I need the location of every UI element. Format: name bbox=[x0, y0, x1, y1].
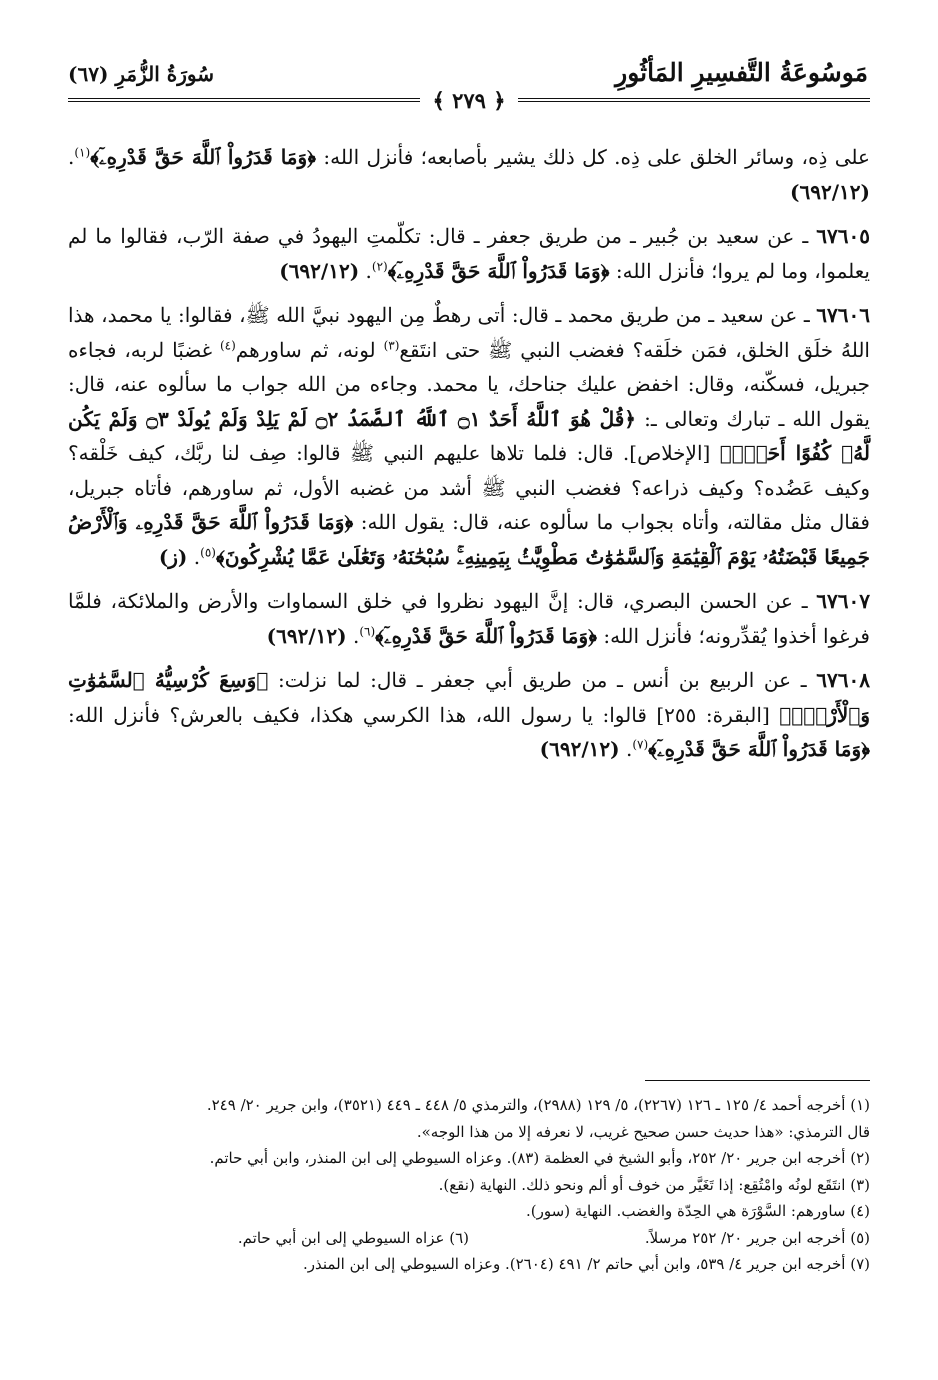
narration-67608 bbox=[68, 663, 870, 767]
quran-verse: ﴿وَسِعَ كُرْسِيُّهُ ٱلسَّمَٰوَٰتِ وَٱلْأَرْضَۖ﴾ bbox=[68, 668, 870, 727]
footnote-6: (٦) عزاه السيوطي إلى ابن أبي حاتم. bbox=[237, 1228, 469, 1247]
narration-67605 bbox=[68, 219, 870, 288]
quran-verse: ﴿وَمَا قَدَرُواْ ٱللَّهَ حَقَّ قَدْرِهِۦٓ﴾ bbox=[648, 737, 870, 761]
narration-number: ٦٧٦٠٥ bbox=[816, 224, 870, 248]
narration-number: ٦٧٦٠٨ bbox=[816, 668, 870, 692]
text: . bbox=[68, 145, 75, 169]
text: غضبًا لربه، فجاءه جبريل، فسكّنه، وقال: اخفض عليك جناحك، يا محمد. وجاءه من الله جواب ما سألوه عنه، قال: يقول الله ـ تبارك وتعالى ـ: bbox=[68, 337, 871, 431]
text: ـ عن سعيد بن جُبير ـ من طريق جعفر ـ قال: تكلّمتِ اليهودُ في صفة الرّب، فقالوا ما لم يعلموا، وما لم يروا؛ فأنزل الله: bbox=[68, 224, 870, 283]
text: . bbox=[359, 258, 372, 283]
footnote-row-5-6 bbox=[68, 1225, 870, 1252]
text: ـ عن الحسن البصري، قال: إنَّ اليهود نظروا في خلق السماوات والأرض والملائكة، فلمَّا فرغوا أخذوا يُقدِّرونه؛ فأنزل الله: bbox=[68, 589, 870, 648]
footnote-marker: (٧) bbox=[632, 737, 649, 752]
narration-number: ٦٧٦٠٦ bbox=[816, 303, 870, 327]
main-text bbox=[68, 140, 870, 777]
volume-page-ref: (٦٩٢/١٢) bbox=[539, 737, 620, 761]
page-number: ﴿ ٢٧٩ ﴾ bbox=[420, 88, 518, 114]
running-head-book-title: مَوسُوعَةُ التَّفسِيرِ المَأثُورِ bbox=[615, 58, 868, 87]
paragraph-continuation bbox=[68, 140, 870, 209]
narration-number: ٦٧٦٠٧ bbox=[816, 589, 870, 613]
quran-verse: ﴿وَمَا قَدَرُواْ ٱللَّهَ حَقَّ قَدْرِهِۦٓ﴾ bbox=[90, 145, 317, 169]
footnote-2: (٢) أخرجه ابن جرير ٢٠/ ٢٥٢، وأبو الشيخ في العظمة (٨٣). وعزاه السيوطي إلى ابن المنذر، وابن أبي حاتم. bbox=[209, 1149, 870, 1167]
footnote-marker: (٦) bbox=[359, 623, 376, 638]
text: . bbox=[346, 623, 360, 648]
text: ـ عن الربيع بن أنس ـ من طريق أبي جعفر ـ قال: لما نزلت: bbox=[268, 668, 817, 692]
volume-page-ref: (ز) bbox=[158, 544, 188, 569]
footnote-marker: (١) bbox=[74, 145, 91, 160]
footnote-marker: (٣) bbox=[383, 337, 400, 352]
running-head-surah: سُورَةُ الزُّمَرِ (٦٧) bbox=[68, 62, 215, 86]
text: ـ عن سعيد ـ من طريق محمد ـ قال: أتى رهطٌ مِن اليهود نبيَّ الله ﷺ، فقالوا: يا محمد، هذا اللهُ خلَق الخلق، فمَن خلَقه؟ فغضب النبي ﷺ حتى انتَقع bbox=[68, 303, 870, 362]
volume-page-ref: (٦٩٢/١٢) bbox=[279, 258, 360, 283]
footnotes bbox=[68, 1092, 870, 1278]
text: . bbox=[619, 737, 633, 761]
narration-67607 bbox=[68, 584, 870, 653]
text: [البقرة: ٢٥٥] قالوا: يا رسول الله، هذا الكرسي هكذا، فكيف بالعرش؟ فأنزل الله: bbox=[68, 702, 780, 727]
narration-67606 bbox=[68, 298, 870, 574]
footnote-1-note: قال الترمذي: «هذا حديث حسن صحيح غريب، لا نعرفه إلا من هذا الوجه». bbox=[416, 1122, 870, 1141]
volume-page-ref: (٦٩٢/١٢) bbox=[790, 179, 870, 204]
quran-verse: ﴿وَمَا قَدَرُواْ ٱللَّهَ حَقَّ قَدْرِهِۦ وَٱلْأَرْضُ جَمِيعًا قَبْضَتُهُۥ يَوْمَ ٱلْقِيَٰمَةِ وَٱلسَّمَٰوَٰتُ مَطْوِيَّٰتُۢ بِيَمِينِهِۦۚ سُبْحَٰنَهُۥ وَتَعَٰلَىٰ عَمَّا يُشْرِكُونَ﴾ bbox=[68, 510, 870, 569]
volume-page-ref: (٦٩٢/١٢) bbox=[266, 623, 347, 648]
footnote-4: (٤) ساورهم: السَّوْرَة هي الحِدّة والغضب. النهاية (سور). bbox=[526, 1202, 870, 1220]
footnote-marker: (٤) bbox=[219, 337, 236, 352]
footnote-7: (٧) أخرجه ابن جرير ٤/ ٥٣٩، وابن أبي حاتم ٢/ ٤٩١ (٢٦٠٤). وعزاه السيوطي إلى ابن المنذر. bbox=[302, 1255, 870, 1273]
footnote-5: (٥) أخرجه ابن جرير ٢٠/ ٢٥٢ مرسلاً. bbox=[644, 1228, 870, 1247]
text: على ذِه، وسائر الخلق على ذِه. كل ذلك يشير بأصابعه؛ فأنزل الله: bbox=[316, 145, 870, 169]
footnote-3: (٣) انتَقَع لونُه وامْتُقِع: إذا تَغَيَّر من خوف أو ألم ونحو ذلك. النهاية (نقع). bbox=[438, 1175, 870, 1194]
footnote-1: (١) أخرجه أحمد ٤/ ١٢٥ ـ ١٢٦ (٢٢٦٧)، ٥/ ١٢٩ (٢٩٨٨)، والترمذي ٥/ ٤٤٨ ـ ٤٤٩ (٣٥٢١)، وابن جرير ٢٠/ ٢٤٩. bbox=[206, 1096, 870, 1114]
quran-verse: ﴿قُلْ هُوَ ٱللَّهُ أَحَدٌ ۝١ ٱللَّهُ ٱلصَّمَدُ ۝٢ لَمْ يَلِدْ وَلَمْ يُولَدْ ۝٣ وَلَمْ يَكُن لَّهُۥ كُفُوًا أَحَدٌۢ﴾ bbox=[68, 406, 871, 465]
footnote-marker: (٥) bbox=[200, 544, 216, 559]
footnote-marker: (٢) bbox=[371, 258, 388, 273]
text: لونه، ثم ساورهم bbox=[235, 337, 384, 362]
text: [الإخلاص]. قال: فلما تلاها عليهم النبي ﷺ قالوا: صِف لنا ربَّك، كيف خَلْقه؟ وكيف عَضُده؟ وكيف ذراعه؟ فغضب النبي ﷺ أشد من غضبه الأول، ثم ساورهم، فأتاه جبريل، فقال مثل مقالته، وأتاه بجواب ما سألوه عنه، قال: يقول الله: bbox=[68, 441, 870, 534]
text: . bbox=[187, 544, 201, 569]
quran-verse: ﴿وَمَا قَدَرُواْ ٱللَّهَ حَقَّ قَدْرِهِۦٓ﴾ bbox=[375, 623, 597, 648]
quran-verse: ﴿وَمَا قَدَرُواْ ٱللَّهَ حَقَّ قَدْرِهِۦٓ﴾ bbox=[387, 258, 610, 283]
footnote-separator bbox=[645, 1080, 870, 1081]
